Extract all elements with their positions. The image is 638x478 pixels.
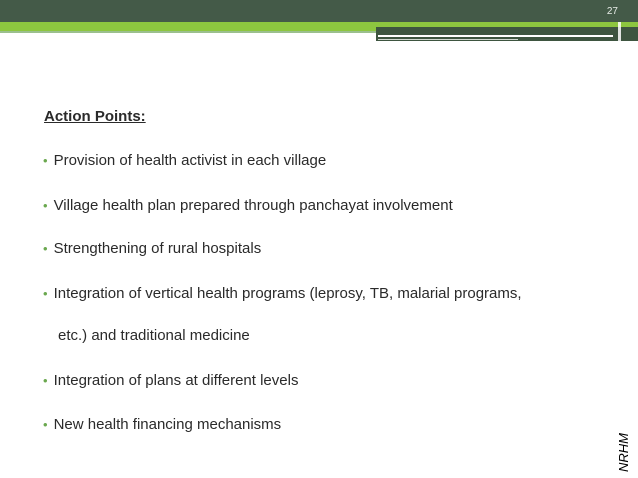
bullet-text: Integration of vertical health programs (leprosy, TB, malarial programs,	[53, 285, 522, 302]
bullet-text: Provision of health activist in each village	[53, 152, 327, 169]
header-bar-dark	[0, 0, 638, 22]
bullet-dot-icon: •	[43, 286, 48, 301]
header-thin-line	[0, 31, 380, 33]
header-right-tick	[618, 22, 621, 41]
bullet-item	[43, 240, 613, 258]
bullet-dot-icon: •	[43, 198, 48, 213]
bullet-text: New health financing mechanisms	[53, 416, 282, 433]
bullet-item	[43, 197, 613, 215]
bullet-text: Village health plan prepared through panchayat involvement	[53, 197, 453, 214]
slide-heading: Action Points:	[44, 108, 146, 125]
bullet-dot-icon: •	[43, 241, 48, 256]
bullet-item	[43, 372, 613, 390]
bullet-text: Strengthening of rural hospitals	[53, 240, 262, 257]
header-right-line-secondary	[378, 39, 518, 40]
side-label: NRHM	[616, 433, 631, 472]
bullet-dot-icon: •	[43, 417, 48, 432]
bullet-dot-icon: •	[43, 153, 48, 168]
bullet-item	[43, 285, 613, 303]
bullet-continuation: etc.) and traditional medicine	[58, 327, 250, 344]
bullet-text: Integration of plans at different levels	[53, 372, 299, 389]
slide-number: 27	[606, 6, 618, 17]
bullet-dot-icon: •	[43, 373, 48, 388]
bullet-item	[43, 416, 613, 434]
side-label-container	[616, 428, 636, 472]
bullet-item	[43, 152, 613, 170]
header-right-line	[378, 35, 613, 37]
